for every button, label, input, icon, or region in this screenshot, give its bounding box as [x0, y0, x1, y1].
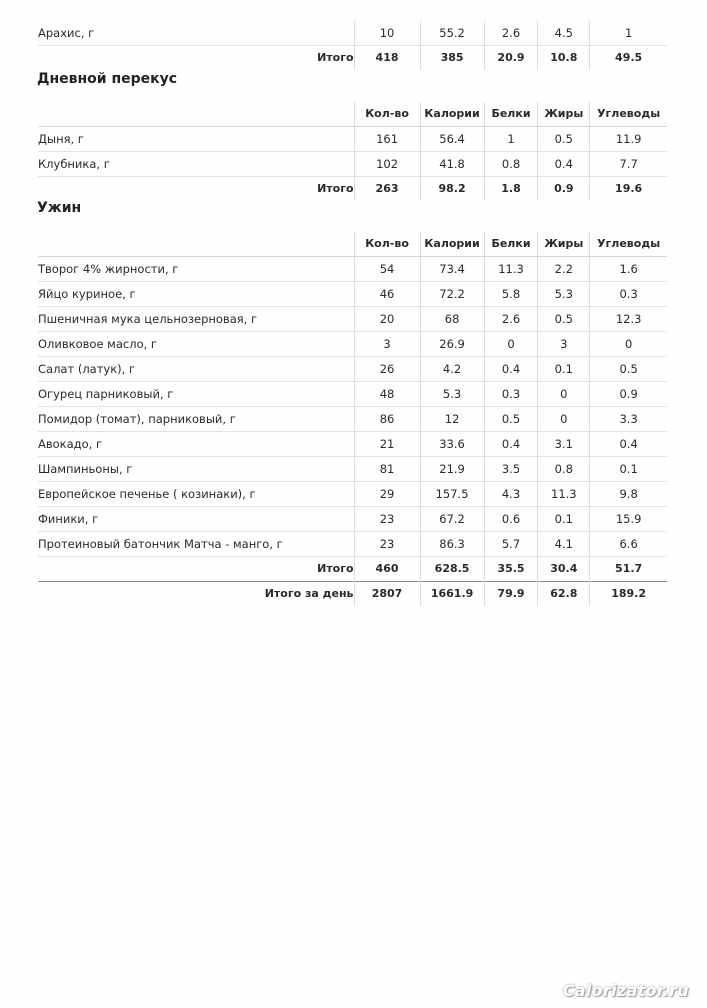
total-qty: 460: [354, 557, 420, 582]
day-total-qty: 2807: [354, 582, 420, 607]
food-name: Шампиньоны, г: [38, 457, 354, 482]
fat-cell: 2.2: [538, 257, 590, 282]
day-total-fat: 62.8: [538, 582, 590, 607]
food-name: Творог 4% жирности, г: [38, 257, 354, 282]
total-qty: 418: [354, 46, 420, 71]
protein-cell: 1: [484, 127, 538, 152]
carbs-cell: 3.3: [590, 407, 667, 432]
fat-cell: 0.1: [538, 507, 590, 532]
qty-cell: 54: [354, 257, 420, 282]
carbs-cell: 15.9: [590, 507, 667, 532]
carbs-cell: 0: [590, 332, 667, 357]
qty-cell: 46: [354, 282, 420, 307]
protein-cell: 5.7: [484, 532, 538, 557]
protein-cell: 0.4: [484, 357, 538, 382]
header-qty: Кол-во: [354, 102, 420, 127]
table-row: [38, 152, 667, 177]
header-protein: Белки: [484, 232, 538, 257]
table-row: [38, 357, 667, 382]
protein-cell: 0.8: [484, 152, 538, 177]
total-label: Итого: [317, 182, 354, 195]
food-name: Финики, г: [38, 507, 354, 532]
header-protein: Белки: [484, 102, 538, 127]
qty-cell: 23: [354, 532, 420, 557]
fat-cell: 0: [538, 382, 590, 407]
meal-table-dinner: [38, 232, 667, 606]
protein-cell: 0.5: [484, 407, 538, 432]
qty-cell: 29: [354, 482, 420, 507]
qty-cell: 26: [354, 357, 420, 382]
food-name: Яйцо куриное, г: [38, 282, 354, 307]
qty-cell: 21: [354, 432, 420, 457]
header-calories: Калории: [420, 232, 484, 257]
protein-cell: 0: [484, 332, 538, 357]
total-label: Итого: [317, 51, 354, 64]
protein-cell: 0.6: [484, 507, 538, 532]
protein-cell: 3.5: [484, 457, 538, 482]
calories-cell: 33.6: [420, 432, 484, 457]
carbs-cell: 7.7: [590, 152, 667, 177]
protein-cell: 2.6: [484, 21, 538, 46]
header-row: [38, 232, 667, 257]
protein-cell: 0.4: [484, 432, 538, 457]
table-row: [38, 507, 667, 532]
total-fat: 0.9: [538, 177, 590, 202]
carbs-cell: 6.6: [590, 532, 667, 557]
calories-cell: 41.8: [420, 152, 484, 177]
food-name: Оливковое масло, г: [38, 332, 354, 357]
section-title-dinner: Ужин: [37, 200, 82, 216]
total-qty: 263: [354, 177, 420, 202]
total-row: [38, 557, 667, 582]
header-calories: Калории: [420, 102, 484, 127]
header-carbs: Углеводы: [590, 102, 667, 127]
qty-cell: 23: [354, 507, 420, 532]
fat-cell: 0.5: [538, 127, 590, 152]
carbs-cell: 0.5: [590, 357, 667, 382]
food-name: Дыня, г: [38, 127, 354, 152]
fat-cell: 0.5: [538, 307, 590, 332]
qty-cell: 10: [354, 21, 420, 46]
calories-cell: 56.4: [420, 127, 484, 152]
protein-cell: 5.8: [484, 282, 538, 307]
total-row: [38, 46, 667, 71]
header-carbs: Углеводы: [590, 232, 667, 257]
total-protein: 1.8: [484, 177, 538, 202]
header-fat: Жиры: [538, 102, 590, 127]
qty-cell: 102: [354, 152, 420, 177]
table-row: [38, 432, 667, 457]
total-calories: 98.2: [420, 177, 484, 202]
carbs-cell: 0.9: [590, 382, 667, 407]
calories-cell: 86.3: [420, 532, 484, 557]
fat-cell: 3.1: [538, 432, 590, 457]
header-blank: [38, 232, 354, 257]
day-total-row: [38, 582, 667, 607]
fat-cell: 5.3: [538, 282, 590, 307]
protein-cell: 4.3: [484, 482, 538, 507]
carbs-cell: 0.1: [590, 457, 667, 482]
table-row: [38, 127, 667, 152]
carbs-cell: 11.9: [590, 127, 667, 152]
food-name: Арахис, г: [38, 21, 354, 46]
header-fat: Жиры: [538, 232, 590, 257]
calories-cell: 5.3: [420, 382, 484, 407]
meal-table-snack: [38, 102, 667, 201]
table-row: [38, 332, 667, 357]
header-blank: [38, 102, 354, 127]
carbs-cell: 0.3: [590, 282, 667, 307]
total-calories: 628.5: [420, 557, 484, 582]
food-name: Огурец парниковый, г: [38, 382, 354, 407]
carbs-cell: 1: [590, 21, 667, 46]
qty-cell: 48: [354, 382, 420, 407]
qty-cell: 20: [354, 307, 420, 332]
header-row: [38, 102, 667, 127]
day-total-calories: 1661.9: [420, 582, 484, 607]
food-name: Клубника, г: [38, 152, 354, 177]
qty-cell: 3: [354, 332, 420, 357]
food-name: Пшеничная мука цельнозерновая, г: [38, 307, 354, 332]
food-name: Салат (латук), г: [38, 357, 354, 382]
table-row: [38, 482, 667, 507]
total-protein: 35.5: [484, 557, 538, 582]
section-title-snack: Дневной перекус: [37, 71, 178, 87]
table-row: [38, 532, 667, 557]
protein-cell: 11.3: [484, 257, 538, 282]
carbs-cell: 12.3: [590, 307, 667, 332]
fat-cell: 0.1: [538, 357, 590, 382]
calories-cell: 73.4: [420, 257, 484, 282]
food-name: Помидор (томат), парниковый, г: [38, 407, 354, 432]
qty-cell: 161: [354, 127, 420, 152]
total-calories: 385: [420, 46, 484, 71]
table-row: [38, 457, 667, 482]
fat-cell: 4.5: [538, 21, 590, 46]
table-row: [38, 382, 667, 407]
calories-cell: 12: [420, 407, 484, 432]
total-carbs: 49.5: [590, 46, 667, 71]
total-label: Итого: [317, 562, 354, 575]
protein-cell: 0.3: [484, 382, 538, 407]
calories-cell: 68: [420, 307, 484, 332]
table-row: [38, 257, 667, 282]
carbs-cell: 0.4: [590, 432, 667, 457]
calories-cell: 157.5: [420, 482, 484, 507]
total-row: [38, 177, 667, 202]
total-fat: 10.8: [538, 46, 590, 71]
day-total-carbs: 189.2: [590, 582, 667, 607]
fat-cell: 4.1: [538, 532, 590, 557]
day-total-label: Итого за день: [38, 582, 354, 607]
calories-cell: 72.2: [420, 282, 484, 307]
header-qty: Кол-во: [354, 232, 420, 257]
total-carbs: 19.6: [590, 177, 667, 202]
table-row: [38, 407, 667, 432]
qty-cell: 86: [354, 407, 420, 432]
food-name: Европейское печенье ( козинаки), г: [38, 482, 354, 507]
table-row: [38, 21, 667, 46]
calories-cell: 4.2: [420, 357, 484, 382]
qty-cell: 81: [354, 457, 420, 482]
protein-cell: 2.6: [484, 307, 538, 332]
site-watermark: Calorizator.ru: [562, 981, 689, 1000]
carbs-cell: 1.6: [590, 257, 667, 282]
day-total-protein: 79.9: [484, 582, 538, 607]
fat-cell: 0.8: [538, 457, 590, 482]
fat-cell: 0: [538, 407, 590, 432]
fat-cell: 3: [538, 332, 590, 357]
food-name: Протеиновый батончик Матча - манго, г: [38, 532, 354, 557]
total-carbs: 51.7: [590, 557, 667, 582]
food-name: Авокадо, г: [38, 432, 354, 457]
calories-cell: 67.2: [420, 507, 484, 532]
fat-cell: 11.3: [538, 482, 590, 507]
total-fat: 30.4: [538, 557, 590, 582]
calories-cell: 26.9: [420, 332, 484, 357]
calories-cell: 55.2: [420, 21, 484, 46]
table-row: [38, 307, 667, 332]
calories-cell: 21.9: [420, 457, 484, 482]
meal-table-previous: [38, 21, 667, 70]
total-protein: 20.9: [484, 46, 538, 71]
table-row: [38, 282, 667, 307]
carbs-cell: 9.8: [590, 482, 667, 507]
fat-cell: 0.4: [538, 152, 590, 177]
